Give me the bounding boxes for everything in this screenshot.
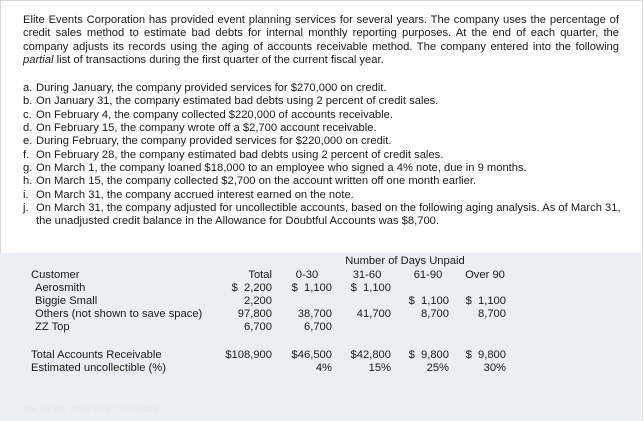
row-customer: ZZ Top	[35, 321, 70, 333]
row-over-90: $ 1,100	[465, 295, 506, 307]
list-item: b. On January 31, the company estimated bad debts using 2 percent of credit sales.	[23, 95, 439, 108]
group-header: Number of Days Unpaid	[345, 255, 465, 267]
total-row-31-60: $42,800	[350, 349, 391, 361]
row-0-30: 38,700	[297, 308, 332, 320]
list-item: d. On February 15, the company wrote off a $2,700 account receivable.	[23, 122, 377, 135]
list-item: j. On March 31, the company adjusted for uncollectible accounts, based on the following aging analysis. As of March 31, the unadjusted credit balance in the Allowance for Doubtful Accounts was $8,700.	[23, 202, 621, 228]
pct-row-label: Estimated uncollectible (%)	[31, 362, 166, 374]
row-31-60: $ 1,100	[350, 282, 391, 294]
row-61-90: $ 1,100	[408, 295, 449, 307]
total-row-0-30: $46,500	[291, 349, 332, 361]
pct-row-0-30: 4%	[315, 362, 332, 374]
list-item: a. During January, the company provided services for $270,000 on credit.	[23, 82, 387, 94]
list-item: f. On February 28, the company estimated bad debts using 2 percent of credit sales.	[23, 148, 444, 161]
col-header-customer: Customer	[31, 269, 80, 281]
list-item: i. On March 31, the company accrued interest earned on the note.	[23, 188, 354, 201]
col-header-0-30: 0-30	[295, 269, 319, 281]
total-row-total: $108,900	[225, 349, 272, 361]
list-item: e. During February, the company provided services for $220,000 on credit.	[23, 135, 392, 148]
list-item: c. On February 4, the company collected $220,000 of accounts receivable.	[23, 108, 393, 121]
row-61-90: 8,700	[421, 308, 449, 320]
col-header-over-90: Over 90	[465, 269, 505, 281]
list-item: g. On March 1, the company loaned $18,000 to an employee who signed a 4% note, due in 9 months.	[23, 162, 527, 175]
row-customer: Others (not shown to save space)	[35, 308, 203, 320]
transaction-list	[23, 82, 623, 229]
row-0-30: $ 1,100	[291, 282, 332, 294]
col-header-total: Total	[248, 269, 272, 281]
row-total: 6,700	[244, 321, 272, 333]
list-item: h. On March 15, the company collected $2,700 on the account written off one month earlier.	[23, 175, 477, 188]
col-header-61-90: 61-90	[413, 269, 443, 281]
total-row-label: Total Accounts Receivable	[31, 349, 162, 361]
row-customer: Biggie Small	[35, 295, 98, 307]
total-row-over-90: $ 9,800	[465, 349, 506, 361]
intro-text-end: list of transactions during the first quarter of the current fiscal year.	[53, 54, 384, 67]
pct-row-61-90: 25%	[426, 362, 449, 374]
intro-paragraph	[23, 14, 619, 68]
pct-row-over-90: 30%	[483, 362, 506, 374]
row-customer: Aerosmith	[35, 282, 86, 294]
row-total: 2,200	[244, 295, 272, 307]
row-total: 97,800	[237, 308, 272, 320]
row-over-90: 8,700	[478, 308, 506, 320]
intro-text-start: Elite Events Corporation has provided event planning services for several years. The company uses the percentage of credit sales method to estimate bad debts for internal monthly reporting purposes. At the end of each quarter, the company adjusts its records using the aging of accounts receivable method. The company entered into the following	[23, 14, 619, 53]
row-31-60: 41,700	[356, 308, 391, 320]
row-total: $ 2,200	[231, 282, 272, 294]
intro-emphasis: partial	[23, 54, 54, 67]
total-row-61-90: $ 9,800	[408, 349, 449, 361]
watermark: Nw 16 DK 2026 DCE CS-2R004	[24, 404, 159, 414]
row-0-30: 6,700	[304, 321, 332, 333]
col-header-31-60: 31-60	[352, 269, 382, 281]
pct-row-31-60: 15%	[368, 362, 391, 374]
